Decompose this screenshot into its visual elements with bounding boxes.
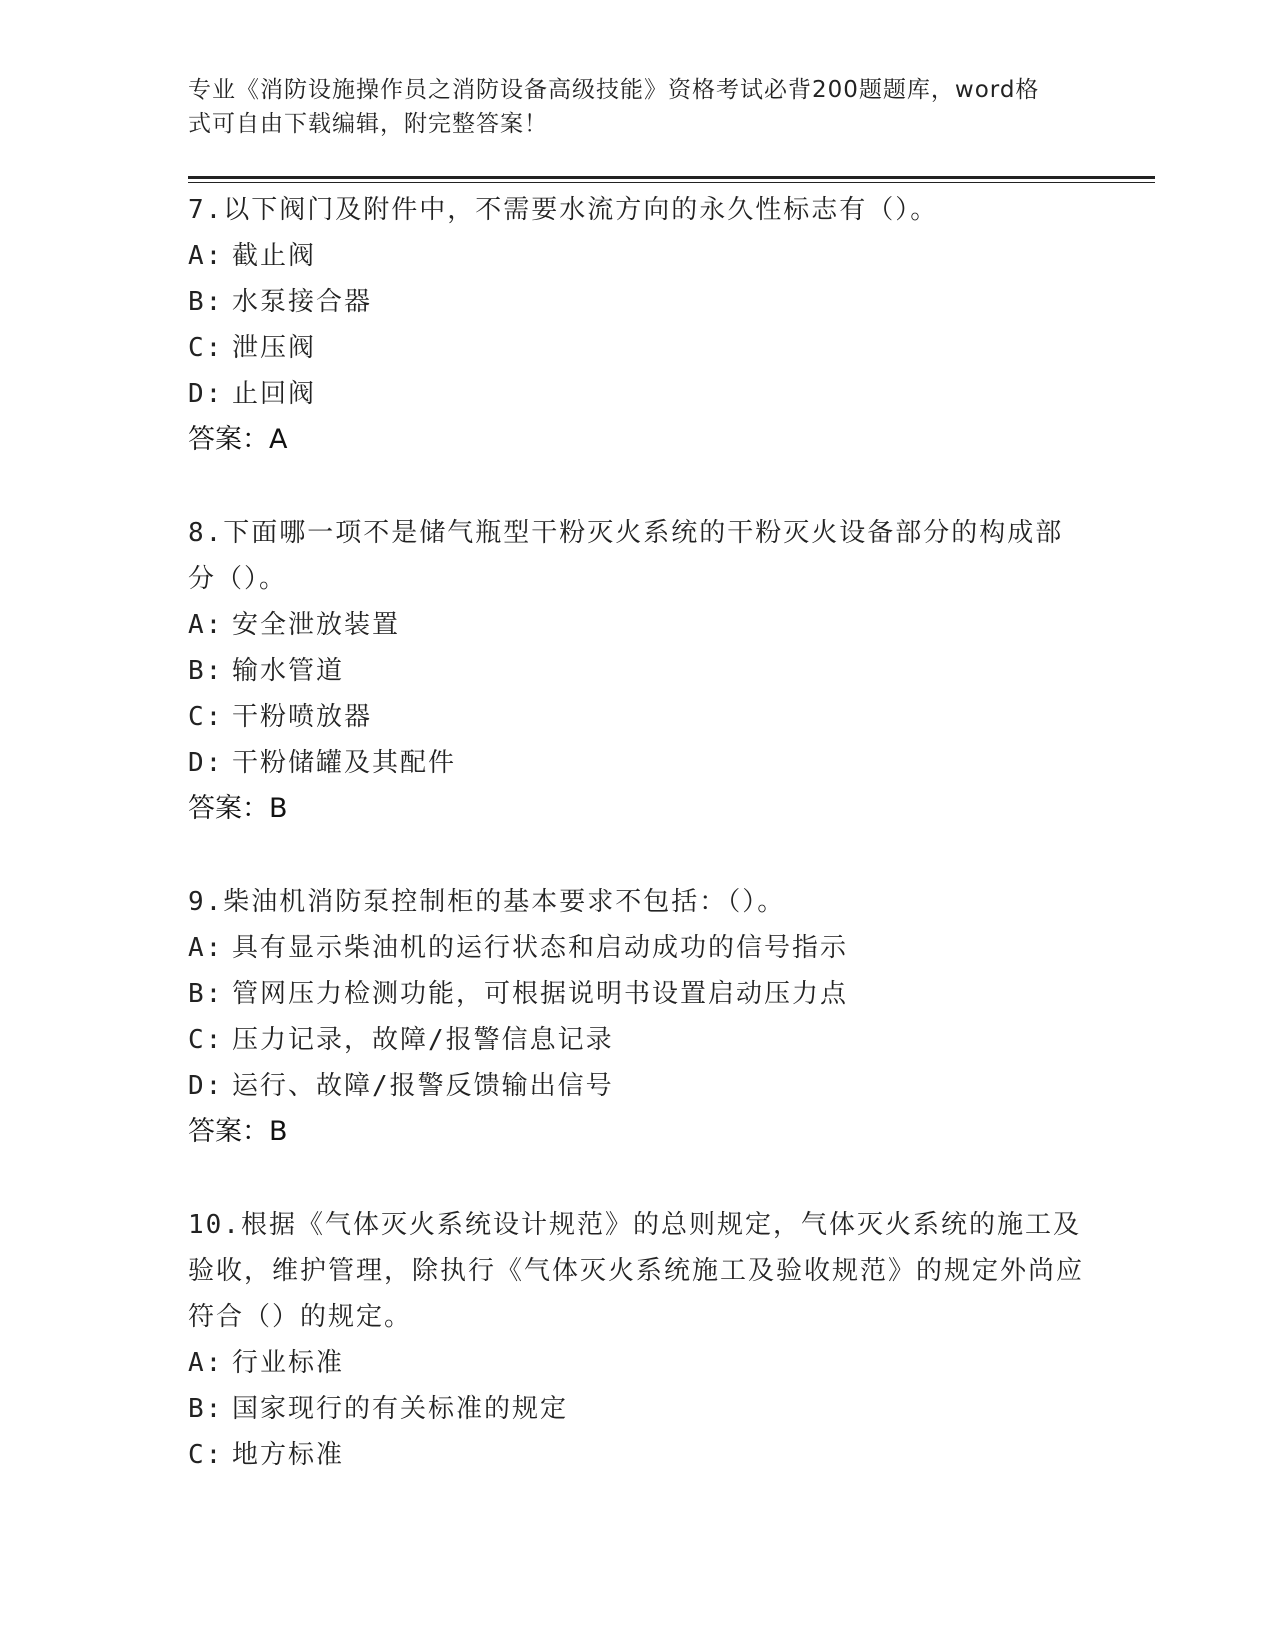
- option-text: 具有显示柴油机的运行状态和启动成功的信号指示: [232, 933, 849, 963]
- option-key: C:: [188, 1025, 224, 1055]
- option-b: [188, 279, 1088, 325]
- option-text: 运行、故障/报警反馈输出信号: [232, 1071, 614, 1101]
- option-text: 国家现行的有关标准的规定: [232, 1394, 569, 1424]
- option-d: [188, 740, 1088, 786]
- option-key: D:: [188, 379, 224, 409]
- option-key: D:: [188, 1071, 224, 1101]
- option-key: B:: [188, 1394, 224, 1424]
- option-c: [188, 1432, 1088, 1478]
- answer-line: 答案：A: [188, 424, 288, 455]
- question-stem: 8.下面哪一项不是储气瓶型干粉灭火系统的干粉灭火设备部分的构成部分（）。: [188, 518, 1064, 594]
- question-9: [188, 879, 1088, 1155]
- question-8: [188, 510, 1088, 832]
- option-text: 截止阀: [232, 241, 317, 271]
- option-key: B:: [188, 656, 224, 686]
- option-key: A:: [188, 933, 224, 963]
- header-line-2: 式可自由下载编辑，附完整答案！: [188, 111, 548, 137]
- option-key: C:: [188, 702, 224, 732]
- answer-line: 答案：B: [188, 1116, 288, 1147]
- option-text: 管网压力检测功能，可根据说明书设置启动压力点: [232, 979, 849, 1009]
- option-key: A:: [188, 1348, 224, 1378]
- document-header: [188, 73, 1068, 141]
- option-text: 止回阀: [232, 379, 317, 409]
- option-key: C:: [188, 1440, 224, 1470]
- option-a: [188, 925, 1088, 971]
- option-text: 干粉储罐及其配件: [232, 748, 457, 778]
- option-b: [188, 648, 1088, 694]
- option-key: A:: [188, 241, 224, 271]
- option-text: 安全泄放装置: [232, 610, 401, 640]
- question-stem: 7.以下阀门及附件中，不需要水流方向的永久性标志有（）。: [188, 195, 939, 225]
- option-text: 输水管道: [232, 656, 345, 686]
- option-key: A:: [188, 610, 224, 640]
- header-line-1: 专业《消防设施操作员之消防设备高级技能》资格考试必背200题题库，word格: [188, 77, 1040, 103]
- option-text: 泄压阀: [232, 333, 317, 363]
- question-stem: 9.柴油机消防泵控制柜的基本要求不包括：（）。: [188, 887, 786, 917]
- header-divider-thin: [188, 182, 1155, 183]
- option-d: [188, 371, 1088, 417]
- option-text: 干粉喷放器: [232, 702, 373, 732]
- option-text: 地方标准: [232, 1440, 345, 1470]
- answer-line: 答案：B: [188, 793, 288, 824]
- option-text: 水泵接合器: [232, 287, 373, 317]
- option-text: 压力记录，故障/报警信息记录: [232, 1025, 614, 1055]
- option-b: [188, 1386, 1088, 1432]
- option-key: B:: [188, 287, 224, 317]
- option-d: [188, 1063, 1088, 1109]
- question-stem: 10.根据《气体灭火系统设计规范》的总则规定，气体灭火系统的施工及验收，维护管理，除执行《气体灭火系统施工及验收规范》的规定外尚应符合（）的规定。: [188, 1210, 1085, 1332]
- option-c: [188, 694, 1088, 740]
- option-key: D:: [188, 748, 224, 778]
- option-c: [188, 325, 1088, 371]
- header-divider-thick: [188, 176, 1155, 179]
- question-10: [188, 1202, 1088, 1478]
- option-b: [188, 971, 1088, 1017]
- option-a: [188, 1340, 1088, 1386]
- option-text: 行业标准: [232, 1348, 345, 1378]
- option-key: C:: [188, 333, 224, 363]
- question-list: [188, 187, 1088, 1525]
- option-a: [188, 602, 1088, 648]
- option-key: B:: [188, 979, 224, 1009]
- question-7: [188, 187, 1088, 463]
- option-c: [188, 1017, 1088, 1063]
- option-a: [188, 233, 1088, 279]
